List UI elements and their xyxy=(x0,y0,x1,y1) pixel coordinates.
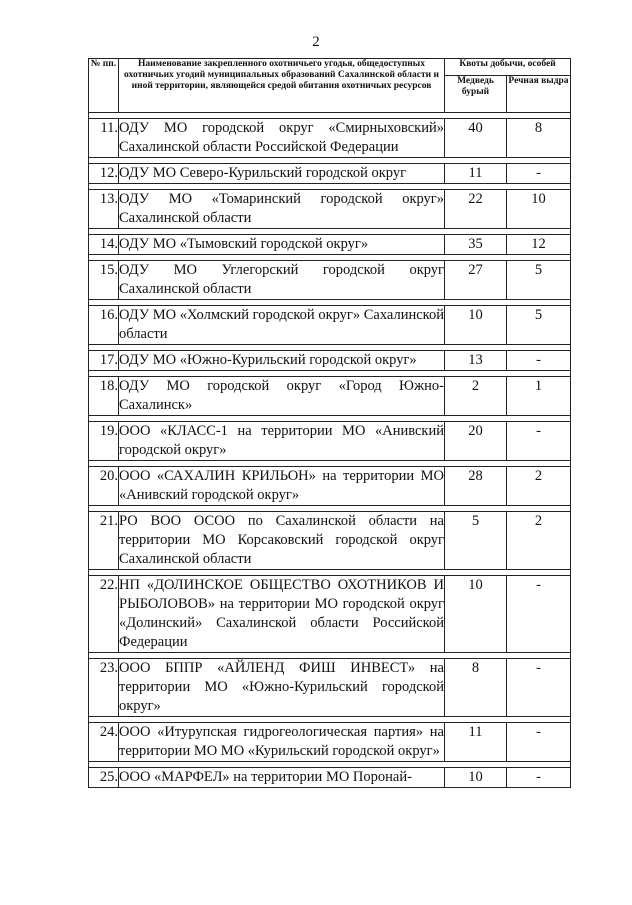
header-quota: Квоты добычи, особей xyxy=(445,59,571,76)
row-river-otter-quota: - xyxy=(507,768,571,788)
row-brown-bear-quota: 22 xyxy=(445,190,507,229)
row-river-otter-quota: - xyxy=(507,576,571,653)
row-name: ОДУ МО Северо-Курильский городской округ xyxy=(119,164,445,184)
row-river-otter-quota: 2 xyxy=(507,467,571,506)
row-brown-bear-quota: 27 xyxy=(445,261,507,300)
header-brown-bear: Медведь бурый xyxy=(445,76,507,113)
row-name: ООО «САХАЛИН КРИЛЬОН» на территории МО «Анивский городской округ» xyxy=(119,467,445,506)
row-name: ООО БППР «АЙЛЕНД ФИШ ИНВЕСТ» на территории МО «Южно-Курильский городской округ» xyxy=(119,659,445,717)
row-river-otter-quota: - xyxy=(507,723,571,762)
row-number: 25. xyxy=(89,768,119,788)
row-number: 20. xyxy=(89,467,119,506)
row-brown-bear-quota: 10 xyxy=(445,768,507,788)
row-brown-bear-quota: 40 xyxy=(445,119,507,158)
header-number: № пп. xyxy=(89,59,119,113)
row-name: ОДУ МО «Томаринский городской округ» Сахалинской области xyxy=(119,190,445,229)
table-row xyxy=(89,235,571,255)
row-number: 18. xyxy=(89,377,119,416)
table-row xyxy=(89,659,571,717)
table-row xyxy=(89,422,571,461)
row-brown-bear-quota: 11 xyxy=(445,723,507,762)
table-row xyxy=(89,351,571,371)
row-river-otter-quota: 1 xyxy=(507,377,571,416)
row-river-otter-quota: 12 xyxy=(507,235,571,255)
table-row xyxy=(89,377,571,416)
row-name: ООО «МАРФЕЛ» на территории МО Поронай- xyxy=(119,768,445,788)
row-river-otter-quota: - xyxy=(507,164,571,184)
row-number: 16. xyxy=(89,306,119,345)
page-number: 2 xyxy=(312,34,320,50)
row-river-otter-quota: 5 xyxy=(507,306,571,345)
row-brown-bear-quota: 8 xyxy=(445,659,507,717)
table-row xyxy=(89,164,571,184)
row-river-otter-quota: - xyxy=(507,659,571,717)
row-brown-bear-quota: 10 xyxy=(445,576,507,653)
table-row xyxy=(89,768,571,788)
row-brown-bear-quota: 11 xyxy=(445,164,507,184)
row-river-otter-quota: 2 xyxy=(507,512,571,570)
row-name: ООО «Итурупская гидрогеологическая партия» на территории МО МО «Курильский городской округ» xyxy=(119,723,445,762)
row-brown-bear-quota: 20 xyxy=(445,422,507,461)
table-row xyxy=(89,467,571,506)
row-name: ОДУ МО Углегорский городской округ Сахалинской области xyxy=(119,261,445,300)
row-number: 11. xyxy=(89,119,119,158)
row-brown-bear-quota: 35 xyxy=(445,235,507,255)
table-row xyxy=(89,576,571,653)
row-river-otter-quota: - xyxy=(507,351,571,371)
row-river-otter-quota: 10 xyxy=(507,190,571,229)
table-row xyxy=(89,190,571,229)
row-number: 13. xyxy=(89,190,119,229)
row-name: НП «ДОЛИНСКОЕ ОБЩЕСТВО ОХОТНИКОВ И РЫБОЛОВОВ» на территории МО городской округ «Долинский» Сахалинской области Российской Федерации xyxy=(119,576,445,653)
row-number: 15. xyxy=(89,261,119,300)
row-brown-bear-quota: 5 xyxy=(445,512,507,570)
row-number: 24. xyxy=(89,723,119,762)
table-row xyxy=(89,119,571,158)
table-row xyxy=(89,261,571,300)
row-river-otter-quota: 5 xyxy=(507,261,571,300)
row-number: 19. xyxy=(89,422,119,461)
row-name: РО ВОО ОСОО по Сахалинской области на территории МО Корсаковский городской округ Сахалинской области xyxy=(119,512,445,570)
row-name: ООО «КЛАСС-1 на территории МО «Анивский городской округ» xyxy=(119,422,445,461)
quota-table xyxy=(88,58,571,788)
table-row xyxy=(89,723,571,762)
table-row xyxy=(89,306,571,345)
header-name: Наименование закрепленного охотничьего угодья, общедоступных охотничьих угодий муниципальных образований Сахалинской области и иной территории, являющейся средой обитания охотничьих ресурсов xyxy=(119,59,445,113)
row-river-otter-quota: 8 xyxy=(507,119,571,158)
row-name: ОДУ МО «Южно-Курильский городской округ» xyxy=(119,351,445,371)
table-row xyxy=(89,512,571,570)
row-number: 14. xyxy=(89,235,119,255)
row-brown-bear-quota: 28 xyxy=(445,467,507,506)
row-number: 21. xyxy=(89,512,119,570)
row-name: ОДУ МО «Тымовский городской округ» xyxy=(119,235,445,255)
row-number: 17. xyxy=(89,351,119,371)
row-brown-bear-quota: 10 xyxy=(445,306,507,345)
row-name: ОДУ МО «Холмский городской округ» Сахалинской области xyxy=(119,306,445,345)
row-name: ОДУ МО городской округ «Смирныховский» Сахалинской области Российской Федерации xyxy=(119,119,445,158)
row-brown-bear-quota: 2 xyxy=(445,377,507,416)
header-river-otter: Речная выдра xyxy=(507,76,571,113)
row-river-otter-quota: - xyxy=(507,422,571,461)
row-name: ОДУ МО городской округ «Город Южно-Сахалинск» xyxy=(119,377,445,416)
row-number: 12. xyxy=(89,164,119,184)
row-number: 22. xyxy=(89,576,119,653)
row-brown-bear-quota: 13 xyxy=(445,351,507,371)
row-number: 23. xyxy=(89,659,119,717)
